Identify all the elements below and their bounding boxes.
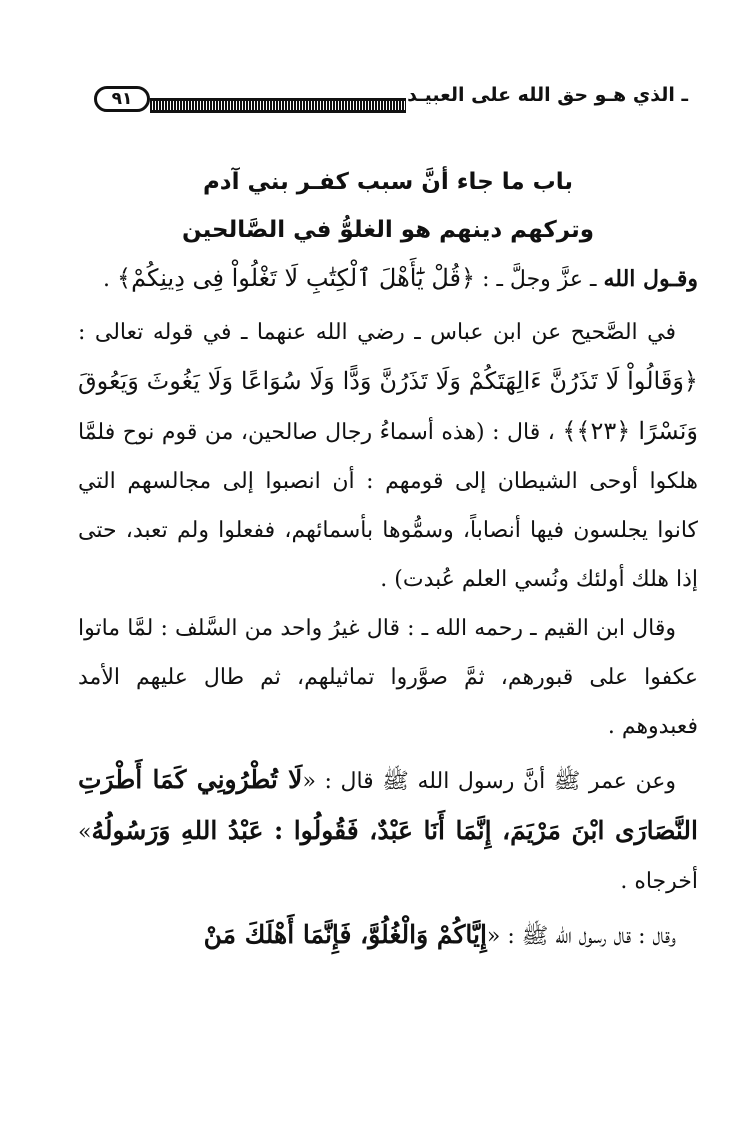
chapter-title-line2: وتركهم دينهم هو الغلوُّ في الصَّالحين	[181, 217, 595, 243]
page-header	[88, 78, 688, 118]
paragraph-3: وقال ابن القيم ـ رحمه الله ـ : قال غيرُ واحد من السَّلف : لمَّا ماتوا عكفوا على قبورهم، ثمَّ صوَّروا تماثيلهم، ثم طال عليهم الأمد فعبدوهم .	[78, 616, 698, 739]
para4-intro: وعن عمر ﷺ أنَّ رسول الله ﷺ قال : «	[302, 769, 676, 794]
paragraph-4	[78, 755, 698, 906]
para2-intro: في الصَّحيح عن ابن عباس ـ رضي الله عنهما ـ في قوله تعالى :	[78, 320, 676, 345]
para1-lead: وقـول الله	[603, 266, 698, 292]
para2-verse: ﴿وَقَالُواْ لَا تَذَرُنَّ ءَالِهَتَكُمْ وَلَا تَذَرُنَّ وَدًّا وَلَا سُوَاعًا وَلَا يَغُوثَ وَيَعُوقَ وَنَسْرًا ﴿٢٣﴾﴾	[78, 367, 699, 445]
para1-rest: ـ عزَّ وجلَّ ـ :	[475, 267, 604, 292]
para4-hadith: لَا تُطْرُونِي كَمَا أَطْرَتِ النَّصَارَى ابْنَ مَرْيَمَ، إِنَّمَا أَنَا عَبْدٌ، فَقُولُوا : عَبْدُ اللهِ وَرَسُولُهُ	[78, 765, 698, 845]
chapter-title-line1: باب ما جاء أنَّ سبب كفـر بني آدم	[202, 169, 574, 195]
header-rule	[150, 98, 406, 113]
page-number: ٩١	[94, 86, 150, 112]
page-content	[78, 158, 698, 961]
running-title: ـ الذي هـو حق الله على العبيـد	[407, 84, 688, 106]
paragraph-5	[78, 910, 698, 961]
para4-end: » أخرجاه .	[78, 820, 698, 894]
paragraph-2	[78, 308, 698, 604]
para2-rest: ، قال : (هذه أسماءُ رجال صالحين، من قوم نوح فلمَّا هلكوا أوحى الشيطان إلى قومهم : أن انصبوا إلى مجالسهم التي كانوا يجلسون فيها أنصاباً، وسمُّوها بأسمائهم، ففعلوا ولم تعبد، حتى إذا هلك أولئك ونُسي العلم عُبدت) .	[78, 420, 698, 592]
para1-end: .	[103, 267, 117, 292]
paragraph-1	[78, 254, 698, 304]
para1-verse: ﴿قُلْ يَٰٓأَهْلَ ٱلْكِتَٰبِ لَا تَغْلُواْ فِى دِينِكُمْ﴾	[117, 264, 476, 292]
para5-hadith: إِيَّاكُمْ وَالْغُلُوَّ، فَإِنَّمَا أَهْلَكَ مَنْ	[203, 920, 487, 949]
para5-intro: وقال : قال رسول الله ﷺ : «	[486, 924, 676, 949]
